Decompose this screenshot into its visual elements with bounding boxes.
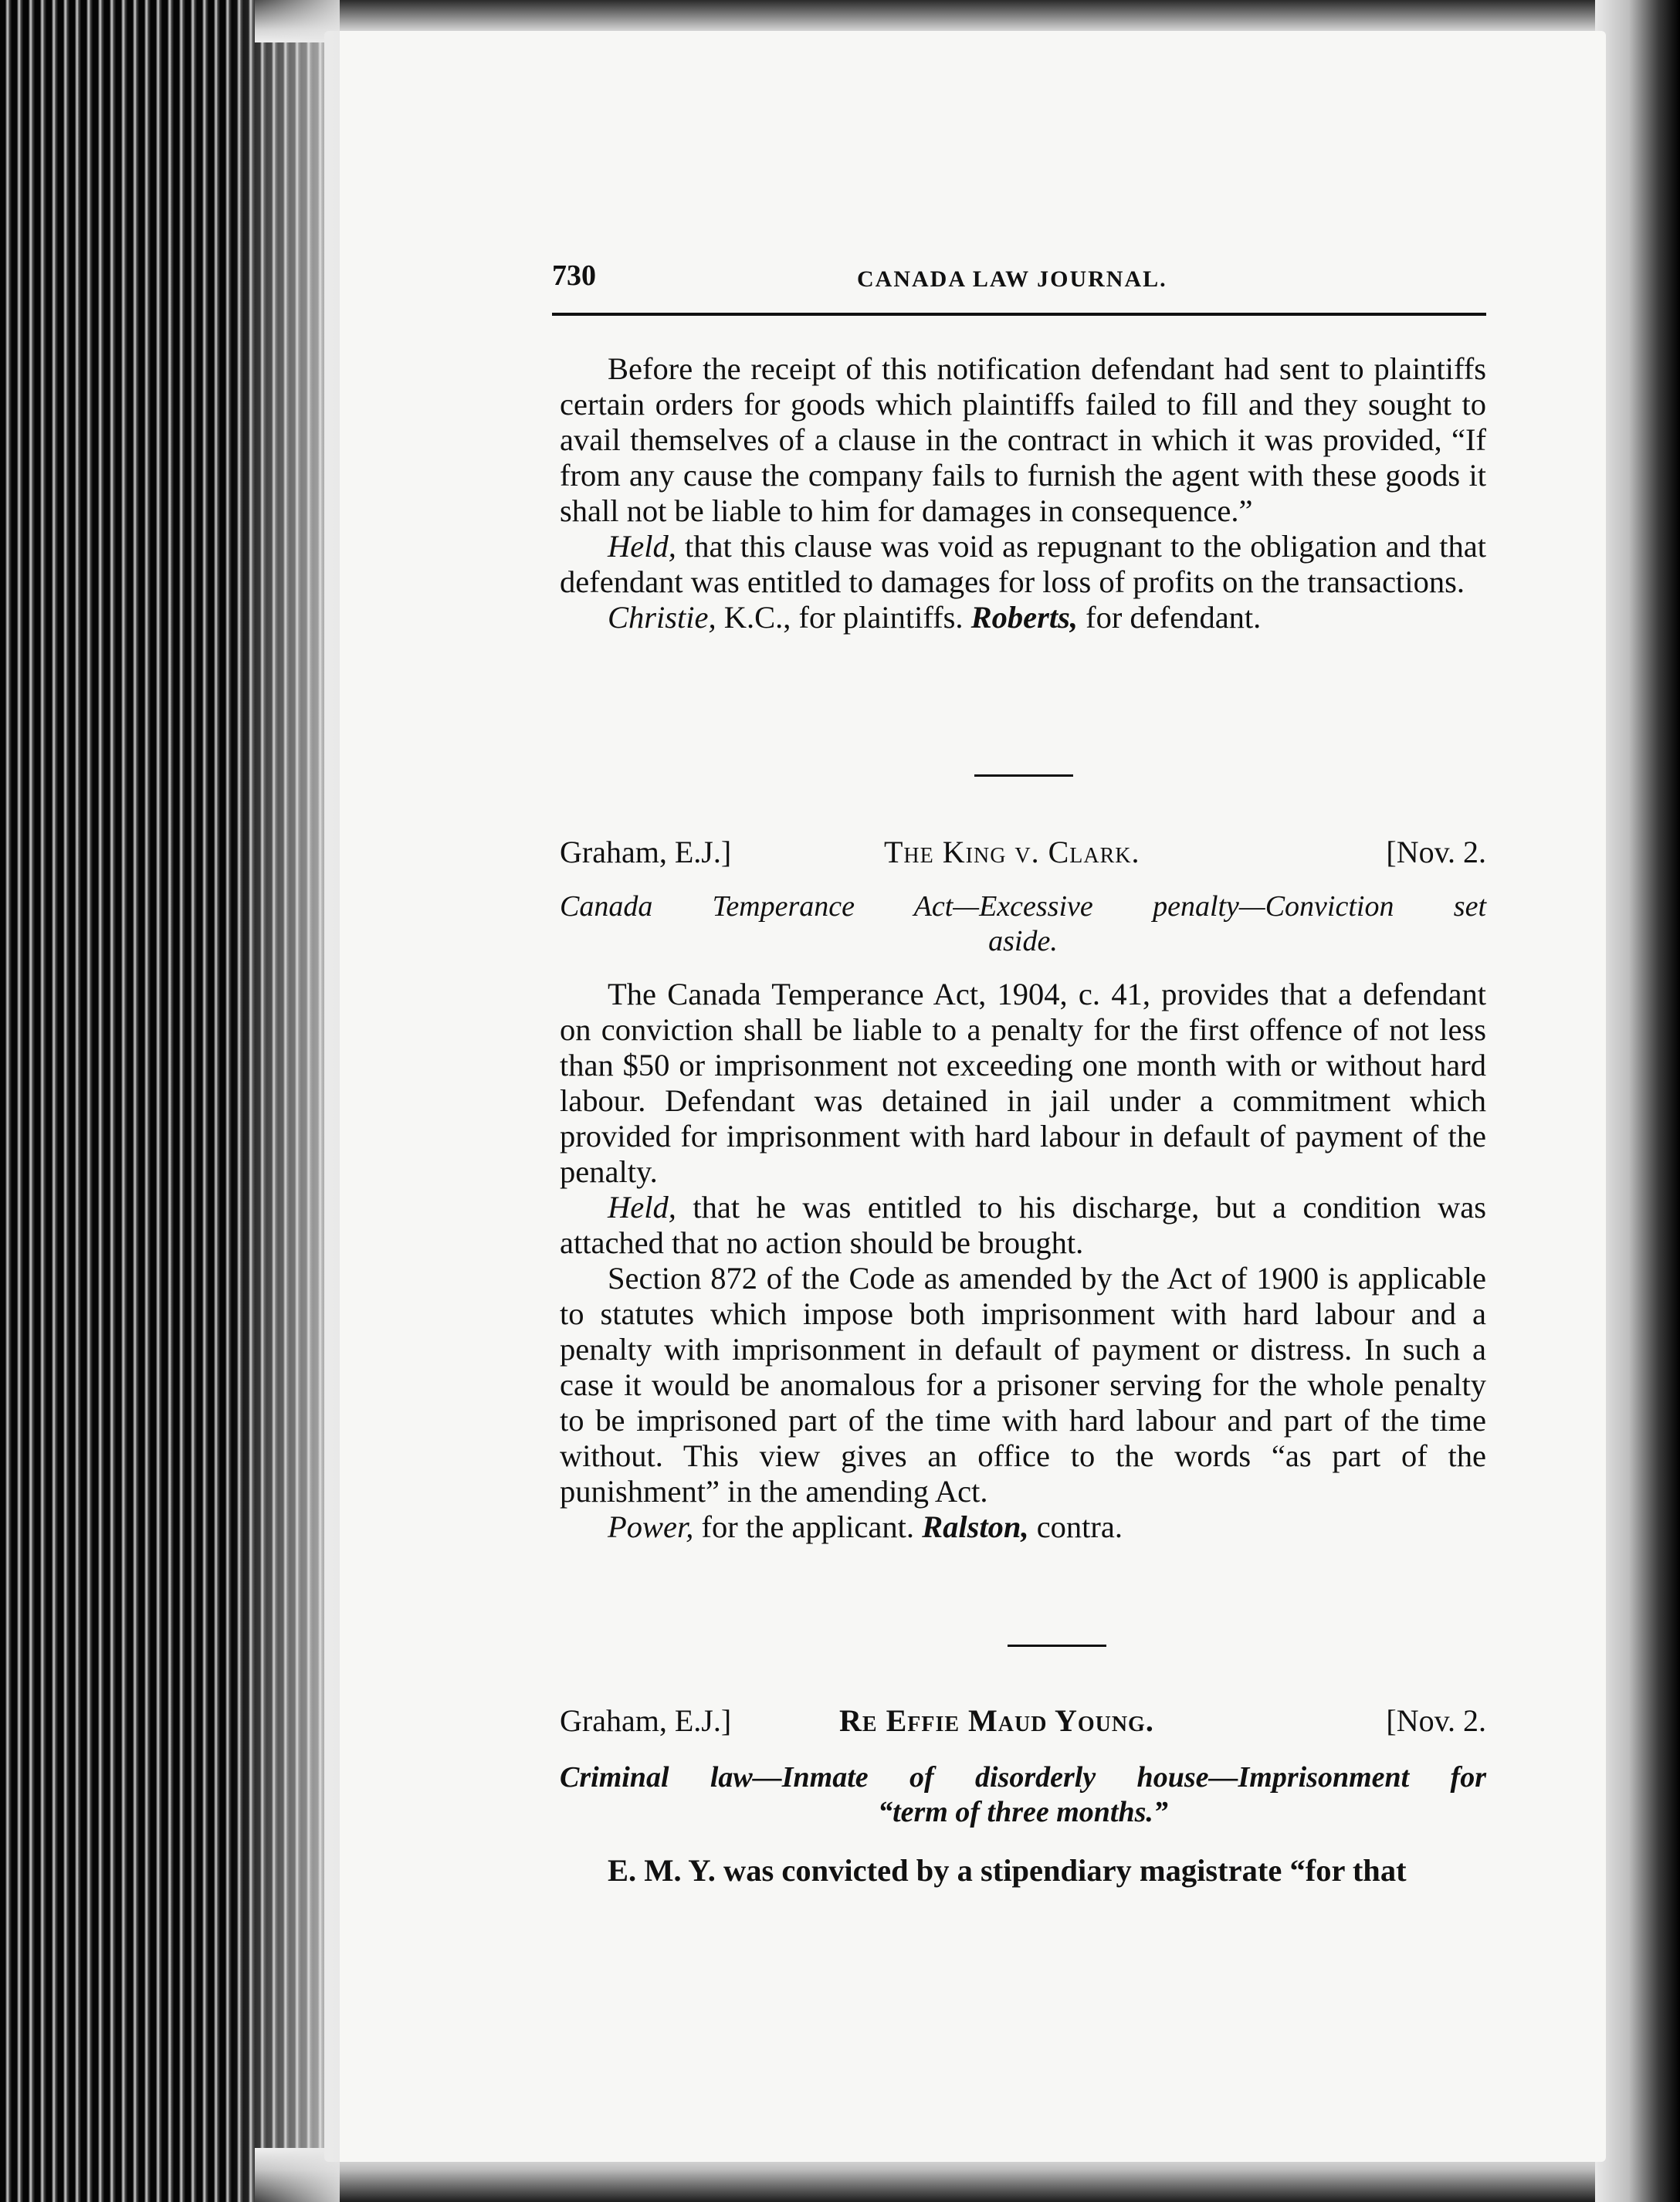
case2-body: [560, 977, 1486, 1545]
case-title: The King v. Clark.: [884, 835, 1140, 869]
case-date: [Nov. 2.: [1386, 835, 1486, 869]
counsel-name: Power,: [608, 1509, 694, 1544]
headnote-line: Canada Temperance Act—Excessive penalty—Conviction set: [560, 890, 1486, 923]
case2-caption: [560, 834, 1486, 872]
case-judge: Graham, E.J.]: [560, 1703, 732, 1738]
section-separator: [974, 774, 1073, 777]
page-header: [552, 259, 1486, 305]
page-right-edge: [1595, 0, 1680, 2202]
case2-headnote: [560, 889, 1486, 959]
case-judge: Graham, E.J.]: [560, 835, 732, 869]
case1-held: [560, 529, 1486, 600]
case-title: Re Effie Maud Young.: [839, 1703, 1154, 1738]
held-label: Held,: [608, 529, 676, 564]
headnote-line: “term of three months.”: [878, 1796, 1168, 1828]
case1-counsel: [560, 600, 1486, 635]
running-head: CANADA LAW JOURNAL.: [857, 266, 1167, 292]
page-number: 730: [552, 259, 596, 292]
case2-paragraph: The Canada Temperance Act, 1904, c. 41, provides that a defendant on conviction shall be liable to a penalty for the first offence of not less than $50 or imprisonment not exceeding one month with or without hard labour. Defendant was detained in jail under a commitment which provided for imprisonment with hard labour in default of payment of the penalty.: [560, 977, 1486, 1189]
held-text: that he was entitled to his discharge, but a condition was attached that no action should be brought.: [560, 1190, 1486, 1260]
section-separator: [1008, 1645, 1106, 1647]
counsel-role: for the applicant.: [693, 1509, 923, 1544]
binding-shadow: [232, 0, 340, 2202]
headnote-line: aside.: [988, 925, 1058, 957]
case3-body: [560, 1853, 1486, 1889]
case2-paragraph: Section 872 of the Code as amended by the Act of 1900 is applicable to statutes which impose both imprisonment with hard labour and a penalty with imprisonment in default of payment or distress. In such a case it would be anomalous for a prisoner serving for the whole penalty to be imprisoned part of the time with hard labour and part of the time without. This view gives an office to the words “as part of the punishment” in the amending Act.: [560, 1261, 1486, 1509]
counsel-role: for defendant.: [1078, 600, 1262, 635]
counsel-name: Christie,: [608, 600, 716, 635]
counsel-role: K.C., for plaintiffs.: [716, 600, 971, 635]
held-text: that this clause was void as repugnant to the obligation and that defendant was entitled to damages for loss of profits on the transactions.: [560, 529, 1486, 599]
counsel-role: contra.: [1028, 1509, 1123, 1544]
case-date: [Nov. 2.: [1386, 1703, 1486, 1738]
case2-counsel: [560, 1509, 1486, 1545]
headnote-line: Criminal law—Inmate of disorderly house—Imprisonment for: [560, 1761, 1486, 1794]
case3-caption: [560, 1702, 1486, 1741]
case3-paragraph: E. M. Y. was convicted by a stipendiary magistrate “for that: [608, 1853, 1407, 1888]
case2-held: [560, 1190, 1486, 1261]
header-rule: [552, 313, 1486, 316]
case1-body: [560, 351, 1486, 635]
case3-headnote: [560, 1760, 1486, 1830]
counsel-name: Roberts,: [970, 600, 1079, 635]
counsel-name: Ralston,: [922, 1509, 1029, 1544]
case1-paragraph: Before the receipt of this notification defendant had sent to plaintiffs certain orders for goods which plaintiffs failed to fill and they sought to avail themselves of a clause in the contract in which it was provided, “If from any cause the company fails to furnish the agent with these goods it shall not be liable to him for damages in consequence.”: [560, 351, 1486, 528]
held-label: Held,: [608, 1190, 676, 1225]
